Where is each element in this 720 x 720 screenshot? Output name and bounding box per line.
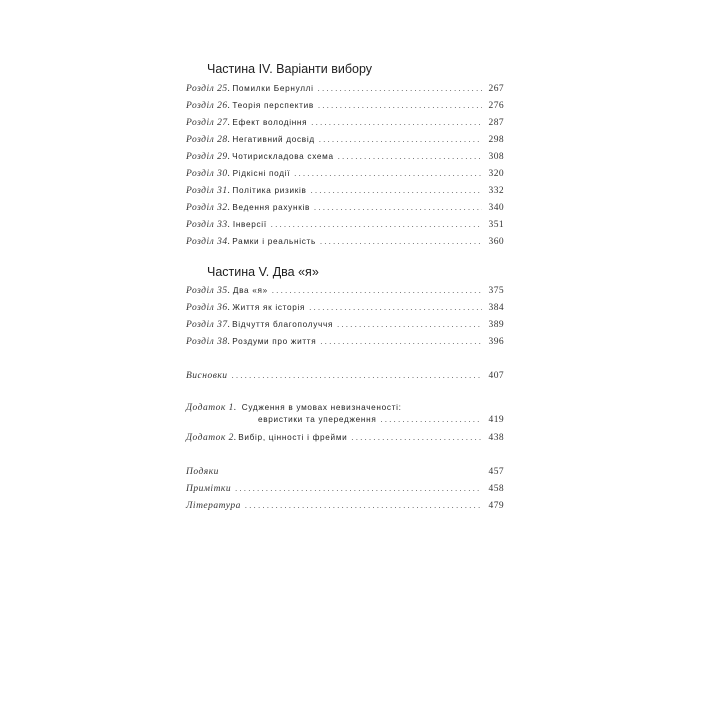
chapter-label: Розділ 33. [186,220,231,230]
toc-entry-notes[interactable] [186,483,504,495]
chapter-title: Ведення рахунків [232,203,311,212]
chapter-title: Два «я» [232,286,268,295]
appendix-title-line-1: Судження в умовах невизначеності: [241,403,402,412]
dot-leader [320,336,482,348]
dot-leader [272,285,482,297]
section-label: Примітки [186,484,232,494]
chapter-title: Ефект володіння [232,118,308,127]
dot-leader [318,83,482,95]
page-number: 351 [488,220,504,230]
toc-entry-chapter-37[interactable] [186,319,504,331]
toc-entry-appendix-2[interactable] [186,432,504,444]
page-number: 407 [488,371,504,381]
chapter-label: Розділ 28. [186,135,231,145]
chapter-title: Політика ризиків [232,186,307,195]
part-v-heading: Частина V. Два «я» [207,265,319,279]
chapter-title: Теорія перспектив [232,101,314,110]
page-number: 457 [488,467,504,477]
page-number: 267 [488,84,504,94]
dot-leader [311,185,482,197]
page-number: 419 [488,415,504,425]
dot-leader [337,319,482,331]
chapter-label: Розділ 35. [186,286,231,296]
toc-entry-conclusions[interactable] [186,370,504,382]
toc-entry-chapter-36[interactable] [186,302,504,314]
chapter-title: Життя як історія [232,303,306,312]
section-label: Подяки [186,467,219,477]
chapter-label: Розділ 25. [186,84,231,94]
toc-entry-chapter-33[interactable] [186,219,504,231]
chapter-label: Розділ 38. [186,337,231,347]
dot-leader [314,202,482,214]
toc-entry-bibliography[interactable] [186,500,504,512]
dot-leader [311,117,482,129]
chapter-label: Розділ 37. [186,320,231,330]
dot-leader [380,415,482,424]
dot-leader [320,236,482,248]
chapter-label: Розділ 29. [186,152,231,162]
chapter-title: Рідкісні події [232,169,291,178]
chapter-title: Негативний досвід [232,135,315,144]
appendix-title-line-2: евристики та упередження [258,415,377,424]
toc-entry-chapter-31[interactable] [186,185,504,197]
chapter-label: Розділ 30. [186,169,231,179]
part-iv-heading: Частина IV. Варіанти вибору [207,62,373,76]
dot-leader [232,370,482,382]
dot-leader [309,302,482,314]
toc-entry-chapter-32[interactable] [186,202,504,214]
page-number: 389 [488,320,504,330]
dot-leader [319,134,482,146]
toc-entry-chapter-34[interactable] [186,236,504,248]
chapter-label: Розділ 36. [186,303,231,313]
page-number: 332 [488,186,504,196]
dot-leader [245,500,482,512]
chapter-label: Розділ 32. [186,203,231,213]
page-number: 308 [488,152,504,162]
chapter-label: Розділ 31. [186,186,231,196]
toc-entry-chapter-28[interactable] [186,134,504,146]
toc-entry-acknowledgements[interactable] [186,466,504,478]
page-number: 360 [488,237,504,247]
dot-leader [351,432,482,444]
toc-entry-chapter-35[interactable] [186,285,504,297]
toc-entry-chapter-38[interactable] [186,336,504,348]
dot-leader [338,151,482,163]
page-number: 375 [488,286,504,296]
dot-leader [271,219,482,231]
page-number: 384 [488,303,504,313]
chapter-title: Роздуми про життя [232,337,317,346]
appendix-label: Додаток 2. [186,433,237,443]
page-number: 276 [488,101,504,111]
chapter-title: Рамки і реальність [232,237,316,246]
appendix-title: Вибір, цінності і фрейми [238,433,348,442]
page-number: 320 [488,169,504,179]
dot-leader [294,168,482,180]
appendix-label: Додаток 1. [186,403,237,413]
page-number: 479 [488,501,504,511]
toc-entry-chapter-26[interactable] [186,100,504,112]
dot-leader [318,100,482,112]
toc-entry-chapter-25[interactable] [186,83,504,95]
page-number: 438 [488,433,504,443]
chapter-title: Відчуття благополуччя [232,320,334,329]
page-number: 340 [488,203,504,213]
chapter-label: Розділ 34. [186,237,231,247]
page-number: 458 [488,484,504,494]
toc-entry-appendix-1[interactable] [186,403,504,427]
page-number: 298 [488,135,504,145]
section-label: Висновки [186,371,228,381]
chapter-label: Розділ 27. [186,118,231,128]
toc-entry-chapter-29[interactable] [186,151,504,163]
chapter-title: Помилки Бернуллі [232,84,314,93]
page-number: 287 [488,118,504,128]
chapter-title: Чотирискладова схема [232,152,334,161]
chapter-label: Розділ 26. [186,101,231,111]
toc-entry-chapter-30[interactable] [186,168,504,180]
section-label: Література [186,501,241,511]
dot-leader [235,483,482,495]
toc-entry-chapter-27[interactable] [186,117,504,129]
page-number: 396 [488,337,504,347]
chapter-title: Інверсії [232,220,267,229]
